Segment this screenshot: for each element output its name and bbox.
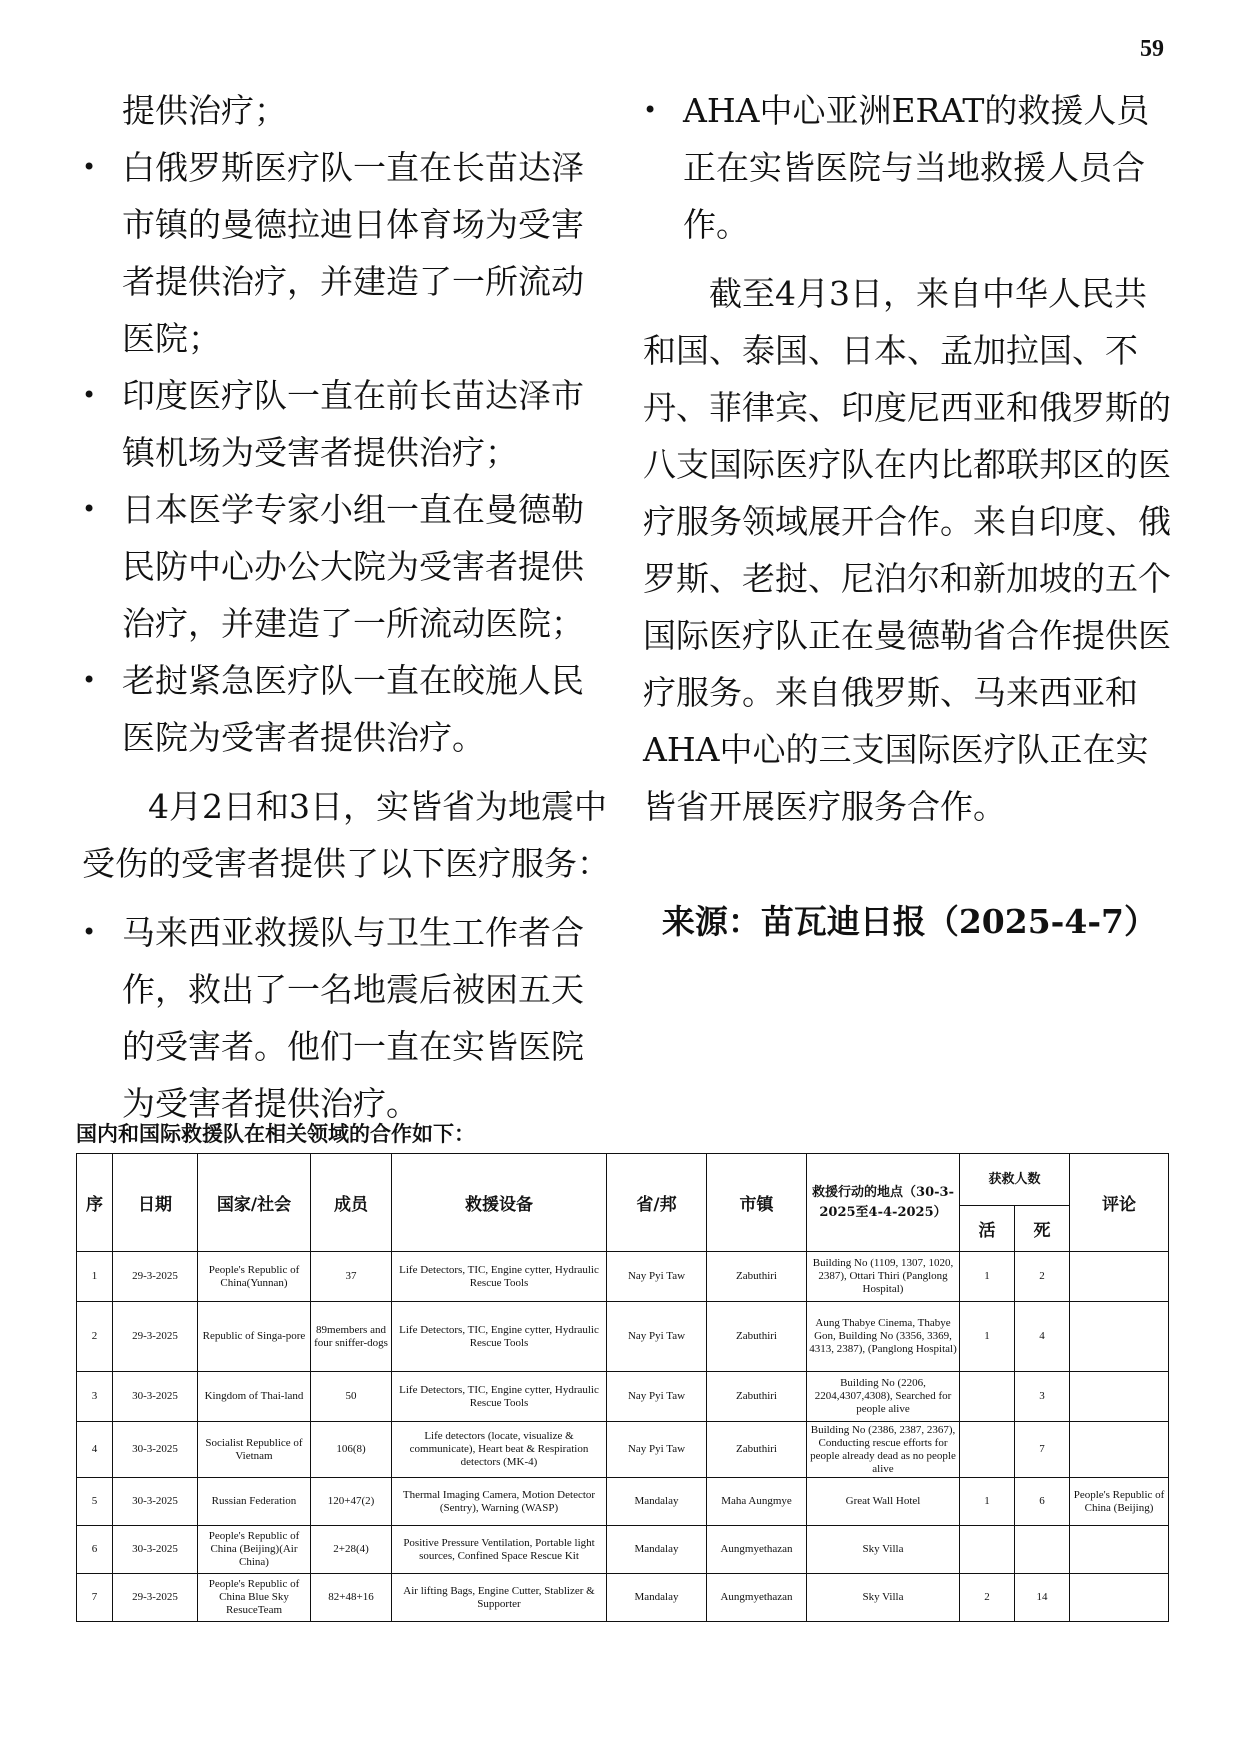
lead-fragment: 提供治疗； <box>122 91 287 130</box>
cell-members: 50 <box>311 1372 392 1422</box>
cell-date: 30-3-2025 <box>113 1372 198 1422</box>
header-equipment: 救援设备 <box>392 1154 607 1252</box>
cell-members: 2+28(4) <box>311 1526 392 1574</box>
header-date: 日期 <box>113 1154 198 1252</box>
cell-alive <box>960 1526 1015 1574</box>
table-row <box>77 1372 1169 1422</box>
cell-dead: 7 <box>1015 1422 1070 1478</box>
cell-state: Mandalay <box>607 1526 707 1574</box>
cell-no: 2 <box>77 1302 113 1372</box>
cell-country: Republic of Singa-pore <box>198 1302 311 1372</box>
cell-no: 3 <box>77 1372 113 1422</box>
header-state: 省/邦 <box>607 1154 707 1252</box>
cell-country: Socialist Republice of Vietnam <box>198 1422 311 1478</box>
header-country: 国家/社会 <box>198 1154 311 1252</box>
cell-members: 89members and four sniffer-dogs <box>311 1302 392 1372</box>
cell-town: Maha Aungmye <box>707 1478 807 1526</box>
cell-members: 37 <box>311 1252 392 1302</box>
body-paragraph: 4月2日和3日，实皆省为地震中受伤的受害者提供了以下医疗服务： <box>82 787 610 883</box>
cell-dead: 3 <box>1015 1372 1070 1422</box>
page-number: 59 <box>1140 36 1164 62</box>
cell-town: Zabuthiri <box>707 1252 807 1302</box>
cell-state: Nay Pyi Taw <box>607 1422 707 1478</box>
cell-town: Zabuthiri <box>707 1302 807 1372</box>
cell-remarks <box>1070 1526 1169 1574</box>
source-citation: 来源：苗瓦迪日报（2025-4-7） <box>661 902 1157 941</box>
cell-town: Zabuthiri <box>707 1422 807 1478</box>
table-row <box>77 1422 1169 1478</box>
cell-state: Nay Pyi Taw <box>607 1372 707 1422</box>
list-item: • 白俄罗斯医疗队一直在长苗达泽市镇的曼德拉迪日体育场为受害者提供治疗，并建造了一所流动医院； <box>82 139 612 367</box>
header-dead: 死 <box>1015 1206 1070 1252</box>
table-row <box>77 1526 1169 1574</box>
cell-equipment: Positive Pressure Ventilation, Portable light sources, Confined Space Rescue Kit <box>392 1526 607 1574</box>
list-item: • 日本医学专家小组一直在曼德勒民防中心办公大院为受害者提供治疗，并建造了一所流动医院； <box>82 481 612 652</box>
cell-remarks <box>1070 1574 1169 1622</box>
cell-location: Sky Villa <box>807 1574 960 1622</box>
cell-country: Russian Federation <box>198 1478 311 1526</box>
cell-state: Nay Pyi Taw <box>607 1302 707 1372</box>
cell-no: 5 <box>77 1478 113 1526</box>
cell-state: Mandalay <box>607 1478 707 1526</box>
cell-country: People's Republic of China Blue Sky ResuceTeam <box>198 1574 311 1622</box>
left-column <box>82 82 612 1144</box>
cell-equipment: Life detectors (locate, visualize & communicate), Heart beat & Respiration detectors (MK-4) <box>392 1422 607 1478</box>
cell-location: Sky Villa <box>807 1526 960 1574</box>
cell-date: 30-3-2025 <box>113 1478 198 1526</box>
list-item: • 印度医疗队一直在前长苗达泽市镇机场为受害者提供治疗； <box>82 367 612 481</box>
header-remarks: 评论 <box>1070 1154 1169 1252</box>
cell-location: Building No (2206, 2204,4307,4308), Searched for people alive <box>807 1372 960 1422</box>
cell-equipment: Life Detectors, TIC, Engine cytter, Hydraulic Rescue Tools <box>392 1252 607 1302</box>
cell-remarks <box>1070 1252 1169 1302</box>
bullet-list-2 <box>82 904 612 1132</box>
cell-no: 1 <box>77 1252 113 1302</box>
cell-no: 7 <box>77 1574 113 1622</box>
cell-state: Nay Pyi Taw <box>607 1252 707 1302</box>
cell-equipment: Life Detectors, TIC, Engine cytter, Hydraulic Rescue Tools <box>392 1372 607 1422</box>
cell-equipment: Air lifting Bags, Engine Cutter, Stablizer & Supporter <box>392 1574 607 1622</box>
cell-members: 106(8) <box>311 1422 392 1478</box>
cell-date: 29-3-2025 <box>113 1302 198 1372</box>
bullet-list-1 <box>82 139 612 766</box>
cell-alive: 1 <box>960 1302 1015 1372</box>
cell-alive: 2 <box>960 1574 1015 1622</box>
cell-date: 29-3-2025 <box>113 1574 198 1622</box>
table-row <box>77 1574 1169 1622</box>
cell-country: Kingdom of Thai-land <box>198 1372 311 1422</box>
bullet-list-3 <box>643 82 1173 253</box>
list-item: • 老挝紧急医疗队一直在皎施人民医院为受害者提供治疗。 <box>82 652 612 766</box>
cell-location: Building No (1109, 1307, 1020, 2387), Ottari Thiri (Panglong Hospital) <box>807 1252 960 1302</box>
cell-location: Building No (2386, 2387, 2367), Conducting rescue efforts for people already dead as no people alive <box>807 1422 960 1478</box>
cell-country: People's Republic of China (Beijing)(Air China) <box>198 1526 311 1574</box>
cell-equipment: Life Detectors, TIC, Engine cytter, Hydraulic Rescue Tools <box>392 1302 607 1372</box>
cell-date: 30-3-2025 <box>113 1422 198 1478</box>
cell-members: 120+47(2) <box>311 1478 392 1526</box>
table-row <box>77 1478 1169 1526</box>
cell-dead: 2 <box>1015 1252 1070 1302</box>
cell-town: Aungmyethazan <box>707 1574 807 1622</box>
header-members: 成员 <box>311 1154 392 1252</box>
cell-date: 29-3-2025 <box>113 1252 198 1302</box>
header-alive: 活 <box>960 1206 1015 1252</box>
cell-location: Great Wall Hotel <box>807 1478 960 1526</box>
rescue-table <box>76 1153 1169 1622</box>
table-row <box>77 1252 1169 1302</box>
cell-remarks <box>1070 1422 1169 1478</box>
header-rescued: 获救人数 <box>960 1154 1070 1206</box>
cell-country: People's Republic of China(Yunnan) <box>198 1252 311 1302</box>
cell-town: Aungmyethazan <box>707 1526 807 1574</box>
cell-alive <box>960 1422 1015 1478</box>
table-caption: 国内和国际救援队在相关领域的合作如下： <box>76 1121 475 1146</box>
cell-no: 4 <box>77 1422 113 1478</box>
cell-alive: 1 <box>960 1252 1015 1302</box>
cell-alive <box>960 1372 1015 1422</box>
cell-remarks: People's Republic of China (Beijing) <box>1070 1478 1169 1526</box>
cell-date: 30-3-2025 <box>113 1526 198 1574</box>
cell-alive: 1 <box>960 1478 1015 1526</box>
header-no: 序 <box>77 1154 113 1252</box>
header-location: 救援行动的地点（30-3-2025至4-4-2025） <box>807 1154 960 1252</box>
cell-location: Aung Thabye Cinema, Thabye Gon, Building No (3356, 3369, 4313, 2387), (Panglong Hospital) <box>807 1302 960 1372</box>
cell-remarks <box>1070 1372 1169 1422</box>
cell-dead <box>1015 1526 1070 1574</box>
list-item: • 马来西亚救援队与卫生工作者合作，救出了一名地震后被困五天的受害者。他们一直在实皆医院为受害者提供治疗。 <box>82 904 612 1132</box>
cell-dead: 4 <box>1015 1302 1070 1372</box>
cell-members: 82+48+16 <box>311 1574 392 1622</box>
cell-dead: 14 <box>1015 1574 1070 1622</box>
body-paragraph: 截至4月3日，来自中华人民共和国、泰国、日本、孟加拉国、不丹、菲律宾、印度尼西亚和俄罗斯的八支国际医疗队在内比都联邦区的医疗服务领域展开合作。来自印度、俄罗斯、老挝、尼泊尔和新加坡的五个国际医疗队正在曼德勒省合作提供医疗服务。来自俄罗斯、马来西亚和AHA中心的三支国际医疗队正在实皆省开展医疗服务合作。 <box>643 274 1171 826</box>
table-row <box>77 1302 1169 1372</box>
cell-equipment: Thermal Imaging Camera, Motion Detector (Sentry), Warning (WASP) <box>392 1478 607 1526</box>
cell-no: 6 <box>77 1526 113 1574</box>
list-item: • AHA中心亚洲ERAT的救援人员正在实皆医院与当地救援人员合作。 <box>643 82 1173 253</box>
cell-dead: 6 <box>1015 1478 1070 1526</box>
table-body <box>77 1252 1169 1622</box>
cell-town: Zabuthiri <box>707 1372 807 1422</box>
header-town: 市镇 <box>707 1154 807 1252</box>
cell-state: Mandalay <box>607 1574 707 1622</box>
cell-remarks <box>1070 1302 1169 1372</box>
right-column <box>643 82 1173 950</box>
